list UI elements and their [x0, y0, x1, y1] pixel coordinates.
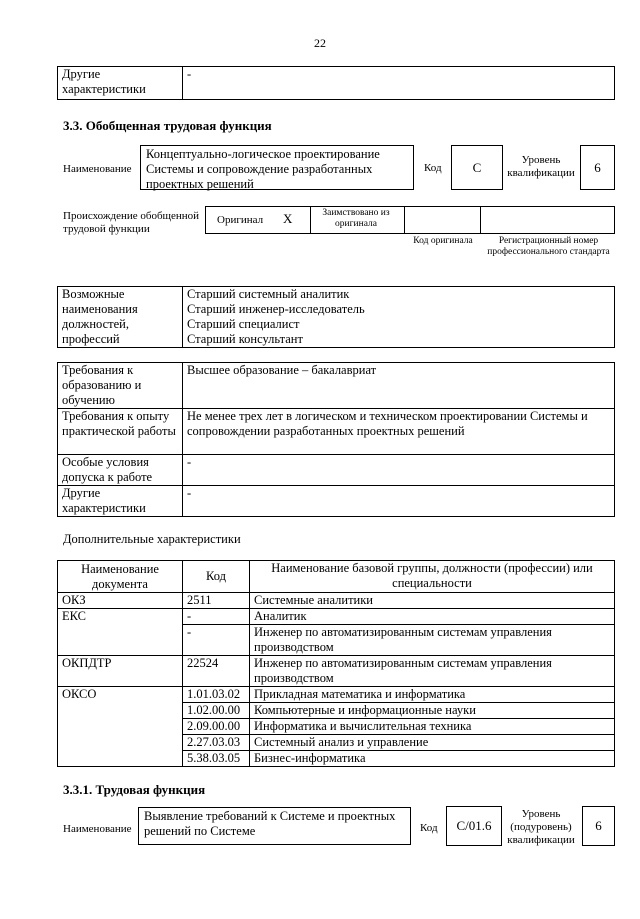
other-characteristics-label: Другие характеристики [58, 67, 183, 100]
table-row [58, 593, 615, 609]
experience-label: Требования к опыту практической работы [58, 409, 183, 455]
special-conditions-label: Особые условия допуска к работе [58, 455, 183, 486]
section-3-3-1-title: 3.3.1. Трудовая функция [63, 782, 206, 797]
row-name: Аналитик [250, 609, 615, 625]
table-row [58, 687, 615, 703]
function-code-label: Код [420, 822, 438, 834]
education-label: Требования к образованию и обучению [58, 363, 183, 409]
header-document: Наименование документа [58, 561, 183, 593]
other-label: Другие характеристики [58, 486, 183, 517]
row-code: 2.27.03.03 [183, 735, 250, 751]
function-level-label: Уровень (подуровень) квалификации [507, 808, 575, 846]
row-code: 5.38.03.05 [183, 751, 250, 767]
origin-box [205, 206, 615, 234]
positions-table [57, 286, 615, 348]
row-code: - [183, 609, 250, 625]
header-name: Наименование базовой группы, должности (профессии) или специальности [250, 561, 615, 593]
origin-label: Происхождение обобщенной трудовой функции [63, 210, 200, 235]
row-name: Прикладная математика и информатика [250, 687, 615, 703]
reg-number-label: Регистрационный номер профессионального стандарта [487, 236, 610, 257]
level-label: Уровень квалификации [507, 154, 575, 179]
row-code: 22524 [183, 656, 250, 687]
positions-list [183, 287, 615, 348]
other-value: - [183, 486, 615, 517]
function-name-label: Наименование [63, 823, 132, 835]
position-item: Старший системный аналитик [187, 287, 350, 301]
row-doc: ОКЗ [58, 593, 183, 609]
position-item: Старший специалист [187, 317, 300, 331]
row-code: 1.01.03.02 [183, 687, 250, 703]
function-name-value: Выявление требований к Системе и проектных решений по Системе [138, 807, 411, 845]
row-name: Бизнес-информатика [250, 751, 615, 767]
row-doc: ОКСО [58, 687, 183, 767]
requirements-table [57, 362, 615, 517]
code-value: C [451, 145, 503, 190]
row-code: - [183, 625, 250, 656]
row-code: 2.09.00.00 [183, 719, 250, 735]
row-doc: ОКПДТР [58, 656, 183, 687]
row-name: Компьютерные и информационные науки [250, 703, 615, 719]
original-label: Оригинал [217, 214, 264, 226]
borrowed-label: Заимствовано из оригинала [322, 208, 390, 229]
generalized-function-name: Концептуально-логическое проектирование Системы и сопровождение разработанных проектных решений [140, 145, 414, 190]
row-code: 2511 [183, 593, 250, 609]
education-value: Высшее образование – бакалавриат [183, 363, 615, 409]
table-row [58, 609, 615, 625]
additional-title: Дополнительные характеристики [63, 532, 241, 546]
additional-table [57, 560, 615, 767]
row-name: Инженер по автоматизированным системам управления производством [250, 625, 615, 656]
row-name: Системные аналитики [250, 593, 615, 609]
original-mark: X [283, 211, 293, 226]
function-code-value: C/01.6 [446, 806, 502, 846]
row-doc: ЕКС [58, 609, 183, 656]
page-number: 22 [314, 36, 326, 50]
experience-value: Не менее трех лет в логическом и техническом проектировании Системы и сопровождении разработанных проектных решений [183, 409, 615, 455]
name-label: Наименование [63, 163, 132, 175]
row-code: 1.02.00.00 [183, 703, 250, 719]
level-value: 6 [580, 145, 615, 190]
header-code: Код [183, 561, 250, 593]
other-characteristics-value: - [183, 67, 615, 100]
position-item: Старший консультант [187, 332, 303, 346]
table-row [58, 656, 615, 687]
function-level-value: 6 [582, 806, 615, 846]
section-3-3-title: 3.3. Обобщенная трудовая функция [63, 118, 272, 133]
top-characteristics-table [57, 66, 615, 100]
row-name: Информатика и вычислительная техника [250, 719, 615, 735]
row-name: Инженер по автоматизированным системам управления производством [250, 656, 615, 687]
position-item: Старший инженер-исследователь [187, 302, 365, 316]
row-name: Системный анализ и управление [250, 735, 615, 751]
positions-label: Возможные наименования должностей, профессий [58, 287, 183, 348]
special-conditions-value: - [183, 455, 615, 486]
code-label: Код [424, 162, 442, 174]
code-original-label: Код оригинала [413, 236, 473, 246]
